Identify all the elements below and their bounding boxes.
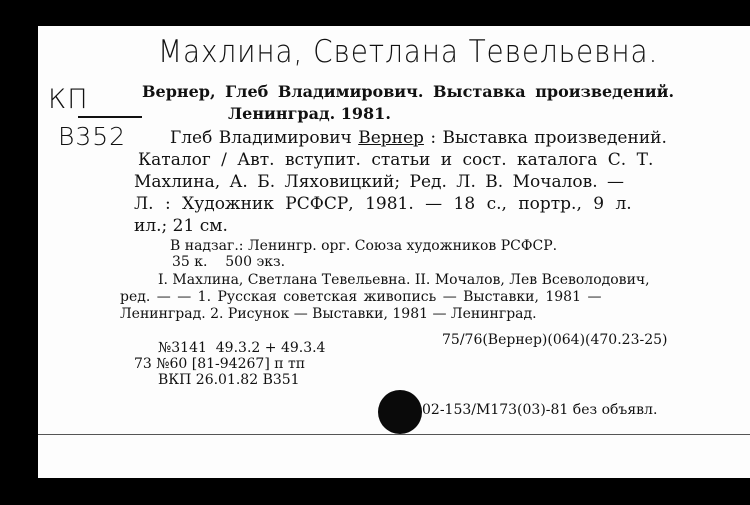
heading-line-2: Ленинград. 1981. — [228, 104, 391, 123]
registration-line-2: 73 №60 [81-94267] п тп — [134, 356, 306, 372]
title-line-3: Махлина, А. Б. Ляховицкий; Ред. Л. В. Мочалов. — — [134, 172, 624, 192]
registration-line-1: №3141 49.3.2 + 49.3.4 — [158, 340, 326, 356]
note-line-1: В надзаг.: Ленингр. орг. Союза художников РСФСР. — [170, 238, 558, 254]
bottom-rule — [38, 434, 750, 435]
title-work: : Выставка произведений. — [423, 128, 667, 148]
handwritten-shelf-mark-bottom: В352 — [58, 122, 127, 151]
title-line-4: Л. : Художник РСФСР, 1981. — 18 с., портр., 9 л. — [134, 194, 632, 214]
classification-index: 75/76(Вернер)(064)(470.23-25) — [442, 332, 668, 348]
handwritten-shelf-mark-top: КП — [48, 84, 89, 115]
title-author-first: Глеб Владимирович — [170, 128, 359, 148]
handwritten-name: Махлина, Светлана Тевельевна. — [158, 34, 659, 70]
tracing-line-2: ред. — — 1. Русская советская живопись — Выставки, 1981 — — [120, 289, 602, 305]
order-code: 02-153/М173(03)-81 без объявл. — [422, 402, 658, 418]
tracing-line-3: Ленинград. 2. Рисунок — Выставки, 1981 — Ленинград. — [120, 306, 537, 322]
title-line-1 — [170, 128, 667, 148]
catalog-card — [38, 26, 750, 478]
title-line-2: Каталог / Авт. вступит. статьи и сост. каталога С. Т. — [138, 150, 654, 170]
shelf-mark-divider — [78, 116, 142, 118]
title-line-5: ил.; 21 см. — [134, 216, 228, 236]
note-line-2: 35 к. 500 экз. — [172, 254, 286, 270]
tracing-line-1: I. Махлина, Светлана Тевельевна. II. Мочалов, Лев Всеволодович, — [158, 272, 650, 288]
title-author-surname: Вернер — [358, 128, 424, 148]
ink-blot — [378, 390, 422, 434]
heading-line-1: Вернер, Глеб Владимирович. Выставка произведений. — [142, 82, 675, 101]
registration-line-3: ВКП 26.01.82 В351 — [158, 372, 300, 388]
